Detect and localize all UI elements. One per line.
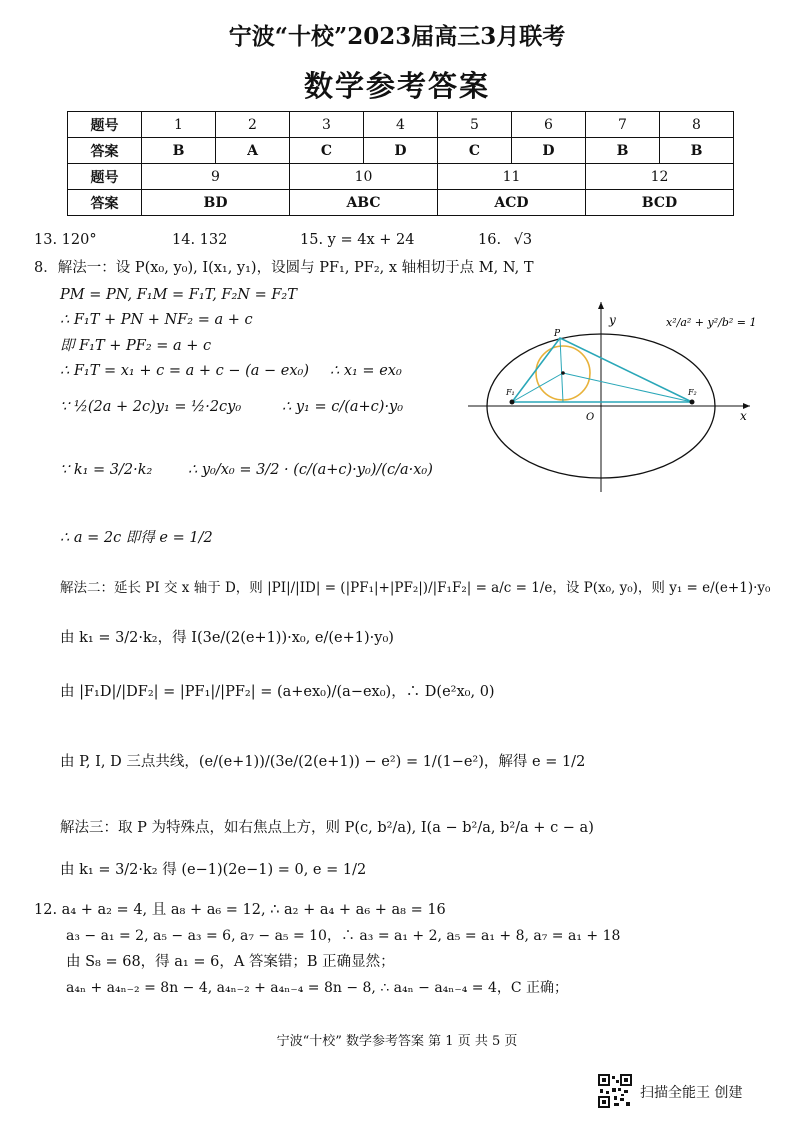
- question-number: 2: [216, 112, 290, 138]
- table-row: [68, 112, 734, 138]
- table-row: [68, 190, 734, 216]
- solution-8-method-3: 由 k₁ = 3/2·k₂ 得 (e−1)(2e−1) = 0, e = 1/2: [60, 862, 367, 878]
- focus-f2: [690, 400, 695, 405]
- table-row: [68, 164, 734, 190]
- question-number: 3: [290, 112, 364, 138]
- segment-f1-i: [512, 373, 563, 402]
- focus-f1: [510, 400, 515, 405]
- solution-8-line: ∵ k₁ = 3/2·k₂: [60, 462, 153, 478]
- label-y-axis: y: [609, 313, 616, 327]
- answer-cell: D: [364, 138, 438, 164]
- row-label-answer: 答案: [68, 190, 142, 216]
- question-number: 4: [364, 112, 438, 138]
- solution-8-method-2: 由 k₁ = 3/2·k₂，得 I(3e/(2(e+1))·x₀, e/(e+1)·y₀): [60, 630, 394, 646]
- solution-12-line: 由 S₈ = 68，得 a₁ = 6，A 答案错；B 正确显然；: [66, 954, 395, 970]
- answer-cell: A: [216, 138, 290, 164]
- table-row: [68, 138, 734, 164]
- answer-cell: ABC: [290, 190, 438, 216]
- answer-key-title: 数学参考答案: [303, 69, 490, 103]
- solution-8-line: ∴ F₁T + PN + NF₂ = a + c: [60, 312, 253, 328]
- row-label-question: 题号: [68, 164, 142, 190]
- solution-8-method-3: 解法三：取 P 为特殊点，如右焦点上方，则 P(c, b²/a), I(a − b²/a, b²/a + c − a): [60, 820, 594, 836]
- question-number: 8: [660, 112, 734, 138]
- answer-13: 13. 120°: [34, 232, 97, 248]
- answer-cell: D: [512, 138, 586, 164]
- solution-8-line: ∴ F₁T = x₁ + c = a + c − (a − ex₀): [60, 363, 309, 379]
- solution-8-line: ∴ y₀/x₀ = 3/2 · (c/(a+c)·y₀)/(c/a·x₀): [188, 462, 433, 478]
- question-number: 1: [142, 112, 216, 138]
- label-f1: F₁: [506, 388, 515, 397]
- label-f2: F₂: [688, 388, 697, 397]
- solution-12-line: a₃ − a₁ = 2, a₅ − a₃ = 6, a₇ − a₅ = 10，∴ a₃ = a₁ + 2, a₅ = a₁ + 8, a₇ = a₁ + 18: [66, 928, 621, 944]
- y-axis-arrow: [598, 302, 604, 309]
- solution-8-intro: 8．解法一：设 P(x₀, y₀), I(x₁, y₁)，设圆与 PF₁, PF₂, x 轴相切于点 M, N, T: [34, 260, 534, 276]
- answer-cell: BD: [142, 190, 290, 216]
- question-number: 9: [142, 164, 290, 190]
- label-p: P: [554, 329, 561, 339]
- solution-12-line: 12. a₄ + a₂ = 4, 且 a₈ + a₆ = 12, ∴ a₂ + a₄ + a₆ + a₈ = 16: [34, 902, 446, 918]
- ellipse-equation: x²/a² + y²/b² = 1: [666, 316, 757, 329]
- answer-16-value: √3: [513, 232, 533, 248]
- question-number: 10: [290, 164, 438, 190]
- solution-8-method-2: 解法二：延长 PI 交 x 轴于 D，则 |PI|/|ID| = (|PF₁|+|PF₂|)/|F₁F₂| = a/c = 1/e，设 P(x₀, y₀)，则 y₁ = e/(e+1)·y₀: [60, 580, 771, 596]
- ellipse-figure: [466, 296, 762, 496]
- row-label-question: 题号: [68, 112, 142, 138]
- solution-8-line: PM = PN, F₁M = F₁T, F₂N = F₂T: [60, 287, 297, 303]
- exam-title: 宁波“十校”2023届高三3月联考: [228, 23, 566, 50]
- solution-8-line: ∴ x₁ = ex₀: [330, 363, 402, 379]
- answer-cell: B: [660, 138, 734, 164]
- answer-cell: B: [586, 138, 660, 164]
- scanner-label: 扫描全能王 创建: [640, 1085, 743, 1101]
- solution-8-line: ∵ ½(2a + 2c)y₁ = ½·2cy₀: [60, 399, 242, 415]
- solution-8-line: 即 F₁T + PF₂ = a + c: [60, 338, 212, 354]
- answer-15: 15. y = 4x + 24: [300, 232, 415, 248]
- answer-cell: C: [290, 138, 364, 164]
- answer-cell: C: [438, 138, 512, 164]
- segment-pd: [560, 338, 563, 402]
- answer-14: 14. 132: [172, 232, 228, 248]
- row-label-answer: 答案: [68, 138, 142, 164]
- focal-triangle: [512, 338, 692, 402]
- solution-8-line: ∴ y₁ = c/(a+c)·y₀: [282, 399, 404, 415]
- question-number: 11: [438, 164, 586, 190]
- label-origin: O: [586, 412, 595, 423]
- answer-cell: B: [142, 138, 216, 164]
- solution-8-line: ∴ a = 2c 即得 e = 1/2: [60, 530, 213, 546]
- label-x-axis: x: [740, 409, 747, 423]
- solution-8-method-2: 由 |F₁D|/|DF₂| = |PF₁|/|PF₂| = (a+ex₀)/(a−ex₀)，∴ D(e²x₀, 0): [60, 684, 495, 700]
- solution-8-method-2: 由 P, I, D 三点共线，(e/(e+1))/(3e/(2(e+1)) − e²) = 1/(1−e²)，解得 e = 1/2: [60, 754, 586, 770]
- answer-cell: ACD: [438, 190, 586, 216]
- question-number: 5: [438, 112, 512, 138]
- question-number: 6: [512, 112, 586, 138]
- answer-16: [478, 230, 532, 250]
- question-number: 7: [586, 112, 660, 138]
- solution-12-line: a₄ₙ + a₄ₙ₋₂ = 8n − 4, a₄ₙ₋₂ + a₄ₙ₋₄ = 8n − 8, ∴ a₄ₙ − a₄ₙ₋₄ = 4，C 正确；: [66, 980, 569, 996]
- answer-table: [67, 111, 734, 216]
- segment-f2-i: [563, 373, 692, 402]
- qr-code-icon: [598, 1074, 632, 1108]
- answer-16-label: 16.: [478, 232, 502, 248]
- question-number: 12: [586, 164, 734, 190]
- answer-cell: BCD: [586, 190, 734, 216]
- incenter: [561, 371, 565, 375]
- page-footer: 宁波“十校” 数学参考答案 第 1 页 共 5 页: [276, 1034, 518, 1049]
